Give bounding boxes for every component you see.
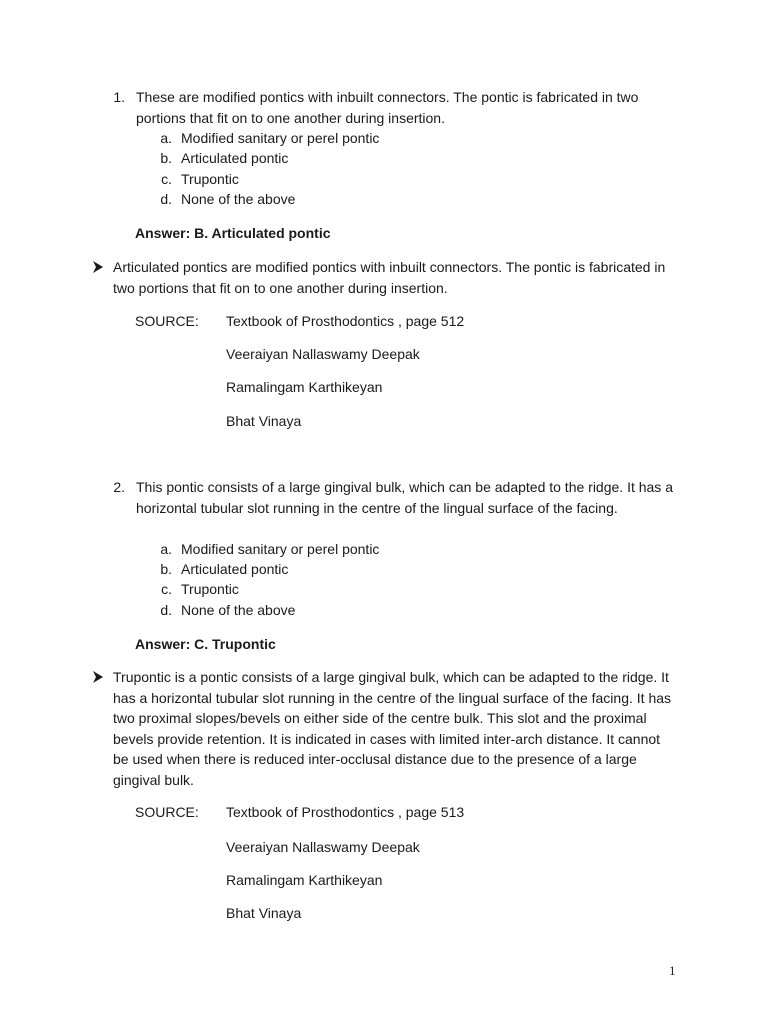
option-letter: c. [161, 171, 172, 187]
option-text: Trupontic [181, 171, 239, 187]
option-letter: b. [160, 561, 172, 577]
option-text: None of the above [181, 602, 296, 618]
question-number: 1. [113, 89, 125, 105]
option-text: Trupontic [181, 581, 239, 597]
source-label: SOURCE: [135, 313, 199, 329]
source-line: Textbook of Prosthodontics , page 513 [226, 804, 465, 820]
source-line: Ramalingam Karthikeyan [226, 872, 383, 888]
source-label: SOURCE: [135, 804, 199, 820]
option-text: Modified sanitary or perel pontic [181, 130, 380, 146]
source-line: Textbook of Prosthodontics , page 512 [226, 313, 465, 329]
option-letter: a. [160, 130, 172, 146]
option-letter: c. [161, 581, 172, 597]
option-text: Modified sanitary or perel pontic [181, 541, 380, 557]
page-number: 1 [669, 963, 676, 978]
option-text: None of the above [181, 191, 296, 207]
source-line: Bhat Vinaya [226, 905, 302, 921]
explanation-text: Trupontic is a pontic consists of a large gingival bulk, which can be adapted to the ridge. It has a horizontal tubular slot running in the centre of the lingual surface of the facing. It has two proximal slopes/bevels on either side of the centre bulk. This slot and the proximal bevels provide retention. It is indicated in cases with limited inter-arch distance. It cannot be used when there is reduced inter-occlusal distance due to the presence of a large gingival bulk. [113, 669, 672, 788]
explanation-text: Articulated pontics are modified pontics with inbuilt connectors. The pontic is fabricated in two portions that fit on to one another during insertion. [113, 259, 666, 296]
answer-text: Answer: B. Articulated pontic [135, 225, 331, 241]
arrow-bullet-icon [91, 670, 105, 684]
option-letter: d. [160, 191, 172, 207]
option-text: Articulated pontic [181, 561, 289, 577]
question-text: This pontic consists of a large gingival bulk, which can be adapted to the ridge. It has a horizontal tubular slot running in the centre of the lingual surface of the facing. [136, 479, 673, 516]
source-line: Veeraiyan Nallaswamy Deepak [226, 346, 420, 362]
option-text: Articulated pontic [181, 150, 289, 166]
option-letter: d. [160, 602, 172, 618]
source-line: Bhat Vinaya [226, 413, 302, 429]
option-letter: b. [160, 150, 172, 166]
answer-text: Answer: C. Trupontic [135, 636, 276, 652]
question-number: 2. [113, 479, 125, 495]
source-line: Ramalingam Karthikeyan [226, 379, 383, 395]
arrow-bullet-icon [91, 260, 105, 274]
option-letter: a. [160, 541, 172, 557]
source-line: Veeraiyan Nallaswamy Deepak [226, 839, 420, 855]
question-text: These are modified pontics with inbuilt connectors. The pontic is fabricated in two portions that fit on to one another during insertion. [136, 89, 639, 126]
